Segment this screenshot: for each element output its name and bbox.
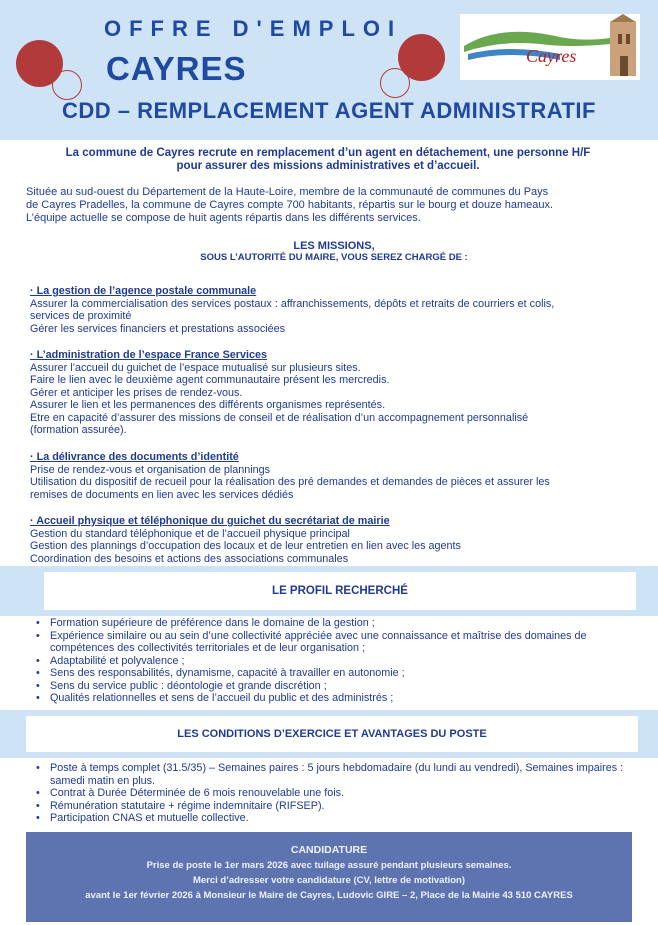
conditions-title: LES CONDITIONS D’EXERCICE ET AVANTAGES DU POSTE (26, 716, 638, 752)
mission-line: Gérer les services financiers et prestations associées (30, 322, 286, 335)
mission-line: (formation assurée). (30, 424, 127, 436)
candidature-line: Prise de poste le 1er mars 2026 avec tuilage assuré pendant plusieurs semaines. (146, 860, 512, 871)
list-item: • Rémunération statutaire + régime indemnitaire (RIFSEP). (36, 799, 325, 812)
mission-line: Gestion du standard téléphonique et de l’accueil physique principal (30, 527, 350, 540)
mission-section (30, 515, 642, 565)
mission-line: Utilisation du dispositif de recueil pour la réalisation des pré demandes et demandes de pièces et assurer les (30, 476, 550, 488)
list-item: • Adaptabilité et polyvalence ; (36, 654, 185, 667)
intro-line: La commune de Cayres recrute en remplacement d’un agent en détachement, une personne H/F (65, 147, 591, 159)
candidature-line: Merci d’adresser votre candidature (CV, lettre de motivation) (192, 875, 466, 886)
header-banner (0, 0, 658, 140)
candidature-title: CANDIDATURE (290, 844, 368, 856)
mission-line: Assurer la commercialisation des services postaux : affranchissements, dépôts et retraits de courriers et colis, (30, 297, 555, 310)
list-item: • Poste à temps complet (31.5/35) – Semaines paires : 5 jours hebdomadaire (du lundi au vendredi), Semaines impaires : samedi matin en plus. (36, 762, 624, 787)
mission-line: Assurer l’accueil du guichet de l’espace mutualisé sur plusieurs sites. (30, 361, 361, 374)
intro-line: pour assurer des missions administratives et d’accueil. (176, 160, 480, 172)
profil-list (34, 617, 640, 705)
mission-line: services de proximité (30, 310, 132, 322)
conditions-list (34, 762, 640, 825)
list-item: • Formation supérieure de préférence dans le domaine de la gestion ; (36, 617, 375, 629)
mission-line: Gérer et anticiper les prises de rendez-vous. (30, 386, 243, 399)
mission-section (30, 451, 642, 501)
mission-line: Assurer le lien et les permanences des différents organismes représentés. (30, 399, 386, 411)
profil-title: LE PROFIL RECHERCHÉ (44, 572, 636, 610)
mission-line: remises de documents en lien avec les services dédiés (30, 488, 294, 501)
candidature-line: avant le 1er février 2026 à Monsieur le Maire de Cayres, Ludovic GIRE – 2, Place de la Mairie 43 510 CAYRES (85, 890, 573, 901)
list-item: • Qualités relationnelles et sens de l’accueil du public et des administrés ; (36, 692, 394, 704)
job-title: CDD – REMPLACEMENT AGENT ADMINISTRATIF (62, 98, 596, 123)
mission-section (30, 349, 642, 437)
mission-line: Coordination des besoins et actions des associations communales (30, 552, 349, 565)
offre-title: OFFRE D'EMPLOI (104, 16, 403, 41)
logo-text: Cayres (526, 46, 577, 66)
mission-line: Gestion des plannings d’occupation des locaux et de leur entretien en lien avec les agents (30, 540, 461, 552)
list-item: • Sens du service public : déontologie et grande discrétion ; (36, 679, 327, 692)
list-item: • Contrat à Durée Déterminée de 6 mois renouvelable une fois. (36, 787, 345, 799)
presentation-line: L’équipe actuelle se compose de huit agents répartis dans les différents services. (26, 212, 421, 224)
missions-header (26, 230, 642, 275)
missions-subtitle: SOUS L’AUTORITÉ DU MAIRE, VOUS SEREZ CHARGÉ DE : (200, 252, 468, 263)
list-item: • Sens des responsabilités, dynamisme, capacité à travailler en autonomie ; (36, 667, 405, 679)
mission-line: Prise de rendez-vous et organisation de plannings (30, 463, 271, 476)
mission-line: Etre en capacité d’assurer des missions de conseil et de réalisation d’un accompagnement personnalisé (30, 411, 529, 424)
decorative-ring (52, 70, 82, 100)
decorative-ring (380, 68, 410, 98)
mission-heading: · La délivrance des documents d’identité (30, 451, 239, 463)
presentation-text (26, 186, 632, 225)
mission-heading: · La gestion de l’agence postale communale (30, 285, 257, 297)
missions-title: LES MISSIONS, (293, 240, 375, 252)
mission-heading: · L’administration de l’espace France Services (30, 349, 268, 361)
mission-line: Faire le lien avec le deuxième agent communautaire présent les mercredis. (30, 374, 390, 386)
cayres-logo (460, 14, 640, 80)
commune-title: CAYRES (106, 50, 247, 87)
presentation-line: de Cayres Pradelles, la commune de Cayres compte 700 habitants, répartis sur le bourg et douze hameaux. (26, 199, 554, 211)
candidature-box (26, 832, 632, 922)
mission-heading: · Accueil physique et téléphonique du guichet du secrétariat de mairie (30, 515, 390, 527)
intro-text (28, 147, 628, 173)
logo-image (460, 14, 640, 80)
presentation-line: Située au sud-ouest du Département de la Haute-Loire, membre de la communauté de communes du Pays (26, 186, 549, 198)
mission-section (30, 285, 642, 335)
list-item: • Expérience similaire ou au sein d’une collectivité appréciée avec une connaissance et maîtrise des domaines de compétences des collectivités territoriales et de leur organisation ; (36, 629, 587, 654)
list-item: • Participation CNAS et mutuelle collective. (36, 812, 249, 824)
